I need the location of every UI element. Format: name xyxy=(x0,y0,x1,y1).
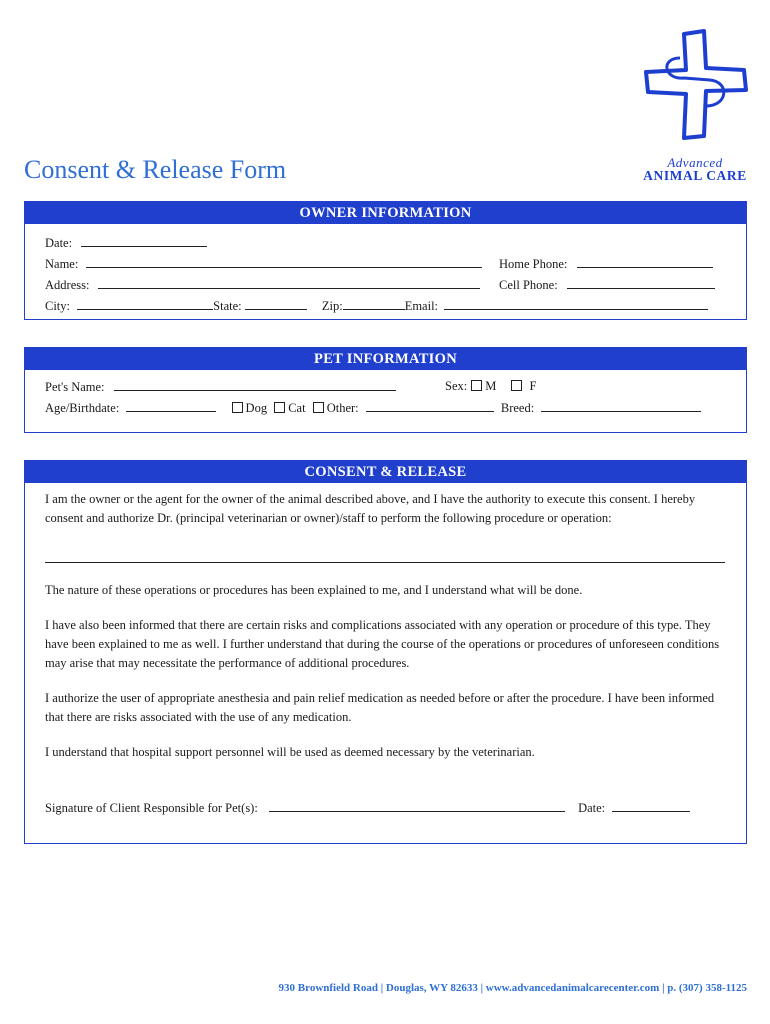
other-label: Other: xyxy=(326,401,359,415)
pet-name-label: Pet's Name: xyxy=(45,380,105,394)
address-field[interactable] xyxy=(98,277,480,289)
cross-logo-icon xyxy=(640,28,750,143)
procedure-field[interactable] xyxy=(45,551,725,563)
city-field[interactable] xyxy=(77,298,213,310)
brand-tagline: Advanced xyxy=(667,155,723,170)
sex-m-checkbox[interactable] xyxy=(471,380,482,391)
cat-label: Cat xyxy=(288,401,306,415)
sex-m-label: M xyxy=(485,379,497,393)
email-field[interactable] xyxy=(444,298,708,310)
home-phone-label: Home Phone: xyxy=(499,257,568,271)
state-label: State: xyxy=(213,299,242,313)
owner-date-field[interactable] xyxy=(81,235,207,247)
cell-phone-label: Cell Phone: xyxy=(499,278,558,292)
signature-date-field[interactable] xyxy=(612,800,690,812)
footer-contact: 930 Brownfield Road | Douglas, WY 82633 | www.advancedanimalcarecenter.com | p. (307) 358-1125 xyxy=(278,982,747,994)
email-label: Email: xyxy=(404,299,439,313)
sex-f-label: F xyxy=(529,379,537,393)
sex-label: Sex: xyxy=(445,379,468,393)
owner-name-field[interactable] xyxy=(86,256,482,268)
owner-section xyxy=(24,201,747,320)
state-field[interactable] xyxy=(245,298,307,310)
consent-section xyxy=(24,460,747,844)
sex-f-checkbox[interactable] xyxy=(511,380,522,391)
owner-date-label: Date: xyxy=(45,236,73,250)
brand-name: ANIMAL CARE xyxy=(643,168,747,183)
age-label: Age/Birthdate: xyxy=(45,401,120,415)
signature-date-label: Date: xyxy=(578,801,606,815)
consent-paragraph-2: The nature of these operations or procedures has been explained to me, and I understand what will be done. xyxy=(45,583,583,597)
consent-paragraph-3: I have also been informed that there are certain risks and complications associated with any operation or procedure of this type. They have been explained to me as well. I further understand that during the course of the operations or procedures of unforeseen conditions may arise that may necessitate the performance of additional procedures. xyxy=(45,618,720,670)
breed-label: Breed: xyxy=(500,401,535,415)
pet-name-field[interactable] xyxy=(114,379,396,391)
pet-section xyxy=(24,347,747,433)
city-label: City: xyxy=(45,299,71,313)
breed-field[interactable] xyxy=(541,400,701,412)
signature-label: Signature of Client Responsible for Pet(s): xyxy=(45,801,258,815)
zip-field[interactable] xyxy=(343,298,405,310)
other-checkbox[interactable] xyxy=(313,402,324,413)
other-field[interactable] xyxy=(366,400,494,412)
home-phone-field[interactable] xyxy=(577,256,713,268)
signature-field[interactable] xyxy=(269,800,565,812)
consent-section-header: CONSENT & RELEASE xyxy=(25,461,746,483)
zip-label: Zip: xyxy=(321,299,343,313)
pet-section-header: PET INFORMATION xyxy=(25,348,746,370)
consent-paragraph-1: I am the owner or the agent for the owner of the animal described above, and I have the authority to execute this consent. I hereby consent and authorize Dr. (principal veterinarian or owner)/staff to perform the following procedure or operation: xyxy=(45,492,696,525)
address-label: Address: xyxy=(45,278,90,292)
dog-label: Dog xyxy=(245,401,268,415)
age-field[interactable] xyxy=(126,400,216,412)
cat-checkbox[interactable] xyxy=(274,402,285,413)
owner-section-header: OWNER INFORMATION xyxy=(25,202,746,224)
cell-phone-field[interactable] xyxy=(567,277,715,289)
owner-name-label: Name: xyxy=(45,257,79,271)
consent-paragraph-5: I understand that hospital support personnel will be used as deemed necessary by the veterinarian. xyxy=(45,745,535,759)
dog-checkbox[interactable] xyxy=(232,402,243,413)
consent-paragraph-4: I authorize the user of appropriate anesthesia and pain relief medication as needed before or after the procedure. I have been informed that there are risks associated with the use of any medication. xyxy=(45,691,715,724)
page-title: Consent & Release Form xyxy=(24,155,287,184)
